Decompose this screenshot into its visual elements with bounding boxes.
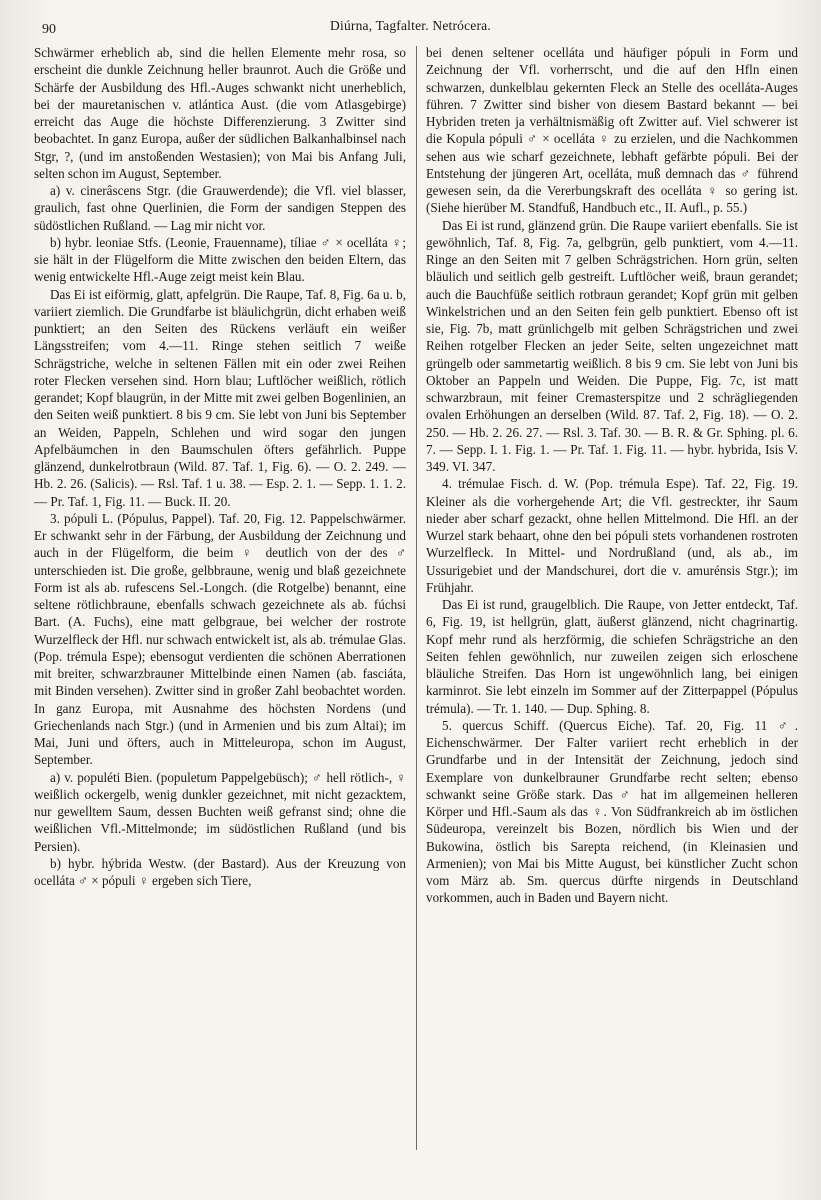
column-divider bbox=[416, 46, 417, 1150]
left-text-column bbox=[34, 44, 406, 889]
paragraph: 3. pópuli L. (Pópulus, Pappel). Taf. 20, Fig. 12. Pappelschwärmer. Er schwankt sehr in der Färbung, der Ausbildung der Zeichnung und auch in der Flügelform, die beim ♀ deutlich von der des ♂ unterschieden ist. Die große, gelbbraune, wenig und blaß gezeichnete Form ist als ab. rufescens Sel.-Longch. (die Rotgelbe) benannt, eine seltene rötlichbraune, ebenfalls schwach gezeichnete als ab. fúchsi Bart. (A. Fuchs), eine matt gelbgraue, bei welcher der rostrote Wurzelfleck der Hfl. nur schwach entwickelt ist, als ab. trémulae Glas. (Pop. trémula Espe); ebensogut verdienten die schönen Aberrationen mit breiter, schwarzbrauner Mittelbinde einen Namen (ab. fasciáta, mit Binden versehen). Zwitter sind in großer Zahl beobachtet worden. In ganz Europa, mit Ausnahme des höchsten Nordens (und Griechenlands nach Stgr.) (und in Armenien und bis zum Altai); im Mai, Juni und öfters, auch in Mitteleuropa, schon im August, September. bbox=[34, 510, 406, 768]
page-header bbox=[0, 14, 821, 37]
paragraph: b) hybr. hýbrida Westw. (der Bastard). Aus der Kreuzung von ocelláta ♂ × pópuli ♀ ergeben sich Tiere, bbox=[34, 855, 406, 888]
paragraph: b) hybr. leoniae Stfs. (Leonie, Frauenname), tíliae ♂ × ocelláta ♀; sie hält in der Flügelform die Mitte zwischen den beiden Eltern, das wenig entwickelte Hfl.-Auge zeigt meist kein Blau. bbox=[34, 234, 406, 285]
paragraph: Das Ei ist rund, graugelblich. Die Raupe, von Jetter entdeckt, Taf. 6, Fig. 19, ist hellgrün, glatt, äußerst glänzend, nicht chagrinartig. Kopf mehr rund als herzförmig, die schiefen Schrägstriche an den Seiten fehlen gewöhnlich, nur zuweilen zeigen sich erloschene bläuliche Streifen. Das Horn ist ungewöhnlich lang, bei einigen karminrot. Sie lebt einzeln im Sommer auf der Zitterpappel (Pópulus trémula). — Tr. 1. 140. — Dup. Sphing. 8. bbox=[426, 597, 798, 716]
paragraph: Das Ei ist eiförmig, glatt, apfelgrün. Die Raupe, Taf. 8, Fig. 6a u. b, variiert ziemlich. Die Grundfarbe ist bläulichgrün, dicht erhaben weiß punktiert; an den Seiten des Rückens verläuft ein weißer Längsstreifen; vom 4.—11. Ringe stehen seitlich 7 weiße Schrägstriche, welche in seltenen Fällen mit ein oder zwei Reihen roter Flecken versehen sind. Horn blau; Luftlöcher weißlich, rötlich gerandet; Kopf blaugrün, in der Mitte mit zwei gelben Bogenlinien, an den Seiten weiß punktiert. 8 bis 9 cm. Sie lebt von Juni bis September an Weiden, Pappeln, Schlehen und wird sogar den jungen Apfelbäumchen in den Baumschulen öfters gefährlich. Puppe glänzend, dunkelrotbraun (Wild. 87. Taf. 1, Fig. 6). — O. 2. 249. — Hb. 2. 26. (Salicis). — Rsl. Taf. 1 u. 38. — Esp. 2. 1. — Sepp. 1. 1. 2. — Pr. Taf. 1, Fig. 11. — Buck. II. 20. bbox=[34, 286, 406, 509]
right-text-column bbox=[426, 44, 798, 907]
paragraph: Schwärmer erheblich ab, sind die hellen Elemente mehr rosa, so erscheint die dunkle Zeichnung heller braunrot. Auch die Größe und Schärfe der Ausbildung des Hfl.-Auges schwankt nicht unerheblich, bei der mauretanischen v. atlántica Aust. (die vom Atlasgebirge) erreicht das Auge die höchste Differenzierung. 3 Zwitter sind beobachtet. In ganz Europa, außer der südlichen Balkanhalbinsel nach Stgr, ?, (und im anstoßenden Westasien); von Mai bis Anfang Juli, selten schon im August, September. bbox=[34, 45, 406, 181]
paragraph: 5. quercus Schiff. (Quercus Eiche). Taf. 20, Fig. 11 ♂. Eichenschwärmer. Der Falter variiert recht erheblich in der Grundfarbe und in der Intensität der Zeichnung, jedoch sind Exemplare von dunkelbrauner Grundfarbe recht selten; ebenso schwankt seine Größe stark. Das ♂ hat im allgemeinen helleren Körper und Hfl.-Saum als das ♀. Von Südfrankreich ab im östlichen Südeuropa, vereinzelt bis Bozen, nördlich bis Wien und der Bukowina, östlich bis Sarepta reichend, (in Kleinasien und Armenien); von Mai bis Mitte August, bei künstlicher Zucht schon vom März ab. Sm. quercus dürfte nirgends in Deutschland vorkommen, auch in Baden und Bayern nicht. bbox=[426, 717, 798, 906]
paragraph: a) v. populéti Bien. (populetum Pappelgebüsch); ♂ hell rötlich-, ♀ weißlich ockergelb, wenig dunkler gezeichnet, mit nicht gezacktem, nur gewelltem Saum, dessen Buchten weiß gefranst sind; ohne die weißlichen Vfl.-Mittelmonde; im südöstlichen Rußland (und bis Persien). bbox=[34, 769, 406, 854]
paragraph: bei denen seltener ocelláta und häufiger pópuli in Form und Zeichnung der Vfl. vorherrscht, und die auf den Hfln einen schwarzen, dunkelblau gekernten Fleck an Stelle des ocelláta-Auges führen. 7 Zwitter sind bisher von diesem Bastard bekannt — bei Hybriden treten ja verhältnismäßig oft Zwitter auf. Viel schwerer ist die Kopula pópuli ♂ × ocelláta ♀ zu erzielen, und die Nachkommen sehen aus wie scharf gezeichnete, lebhaft gefärbte pópuli. Bei der Entstehung der jüngeren Art, ocelláta, muß demnach das ♂ führend gewesen sein, da die Vererbungskraft des ocelláta ♀ so gering ist. (Siehe hierüber M. Standfuß, Handbuch etc., II. Aufl., p. 55.) bbox=[426, 45, 798, 216]
running-head: Diúrna, Tagfalter. Netrócera. bbox=[330, 18, 491, 33]
paragraph: Das Ei ist rund, glänzend grün. Die Raupe variiert ebenfalls. Sie ist gewöhnlich, Taf. 8, Fig. 7a, gelbgrün, gelb punktiert, vom 4.—11. Ringe an den Seiten mit 7 gelben Schrägstrichen. Horn grün, selten bläulich und seitlich gelb gestreift. Luftlöcher weiß, braun gerandet; auch die Bauchfüße seitlich rotbraun gerandet; Kopf grün mit gelben Winkelstrichen und an den Seiten fein gelb punktiert. Ebenso oft ist sie, Fig. 7b, matt grünlichgelb mit gelben Schrägstrichen und zwei Reihen rotgelber Flecken an jeder Seite, selten ungezeichnet matt grüngelb oder sammetartig weißlich. 8 bis 9 cm. Sie lebt von Juni bis Oktober an Pappeln und Weiden. Die Puppe, Fig. 7c, ist matt schwarzbraun, mit feiner Cremasterspitze und 2 schrägliegenden ovalen Erhöhungen an derselben (Wild. 87. Taf. 2, Fig. 18). — O. 2. 250. — Hb. 2. 26. 27. — Rsl. 3. Taf. 30. — B. R. & Gr. Sphing. pl. 6. 7. — Sepp. I. 1. Fig. 1. — Pr. Taf. 1. Fig. 11. — hybr. hybrida, Isis V. 349. VI. 347. bbox=[426, 217, 798, 474]
page-number: 90 bbox=[42, 22, 56, 37]
paragraph: a) v. cinerâscens Stgr. (die Grauwerdende); die Vfl. viel blasser, graulich, fast ohne Querlinien, die Form der sandigen Steppen des südöstlichen Rußland. — Lag mir nicht vor. bbox=[34, 183, 406, 233]
paragraph: 4. trémulae Fisch. d. W. (Pop. trémula Espe). Taf. 22, Fig. 19. Kleiner als die vorhergehende Art; die Vfl. gestreckter, ihr Saum nieder aber scharf gezackt, ohne hellen Mittelmond. Die Hfl. an der Wurzel stark behaart, ohne den bei pópuli stets vorhandenen rostroten Wurzelfleck. In Mittel- und Nordrußland (und, als ab., im Ussurigebiet und der Mandschurei, dort die v. amurénsis Stgr.); im Frühjahr. bbox=[426, 476, 798, 595]
